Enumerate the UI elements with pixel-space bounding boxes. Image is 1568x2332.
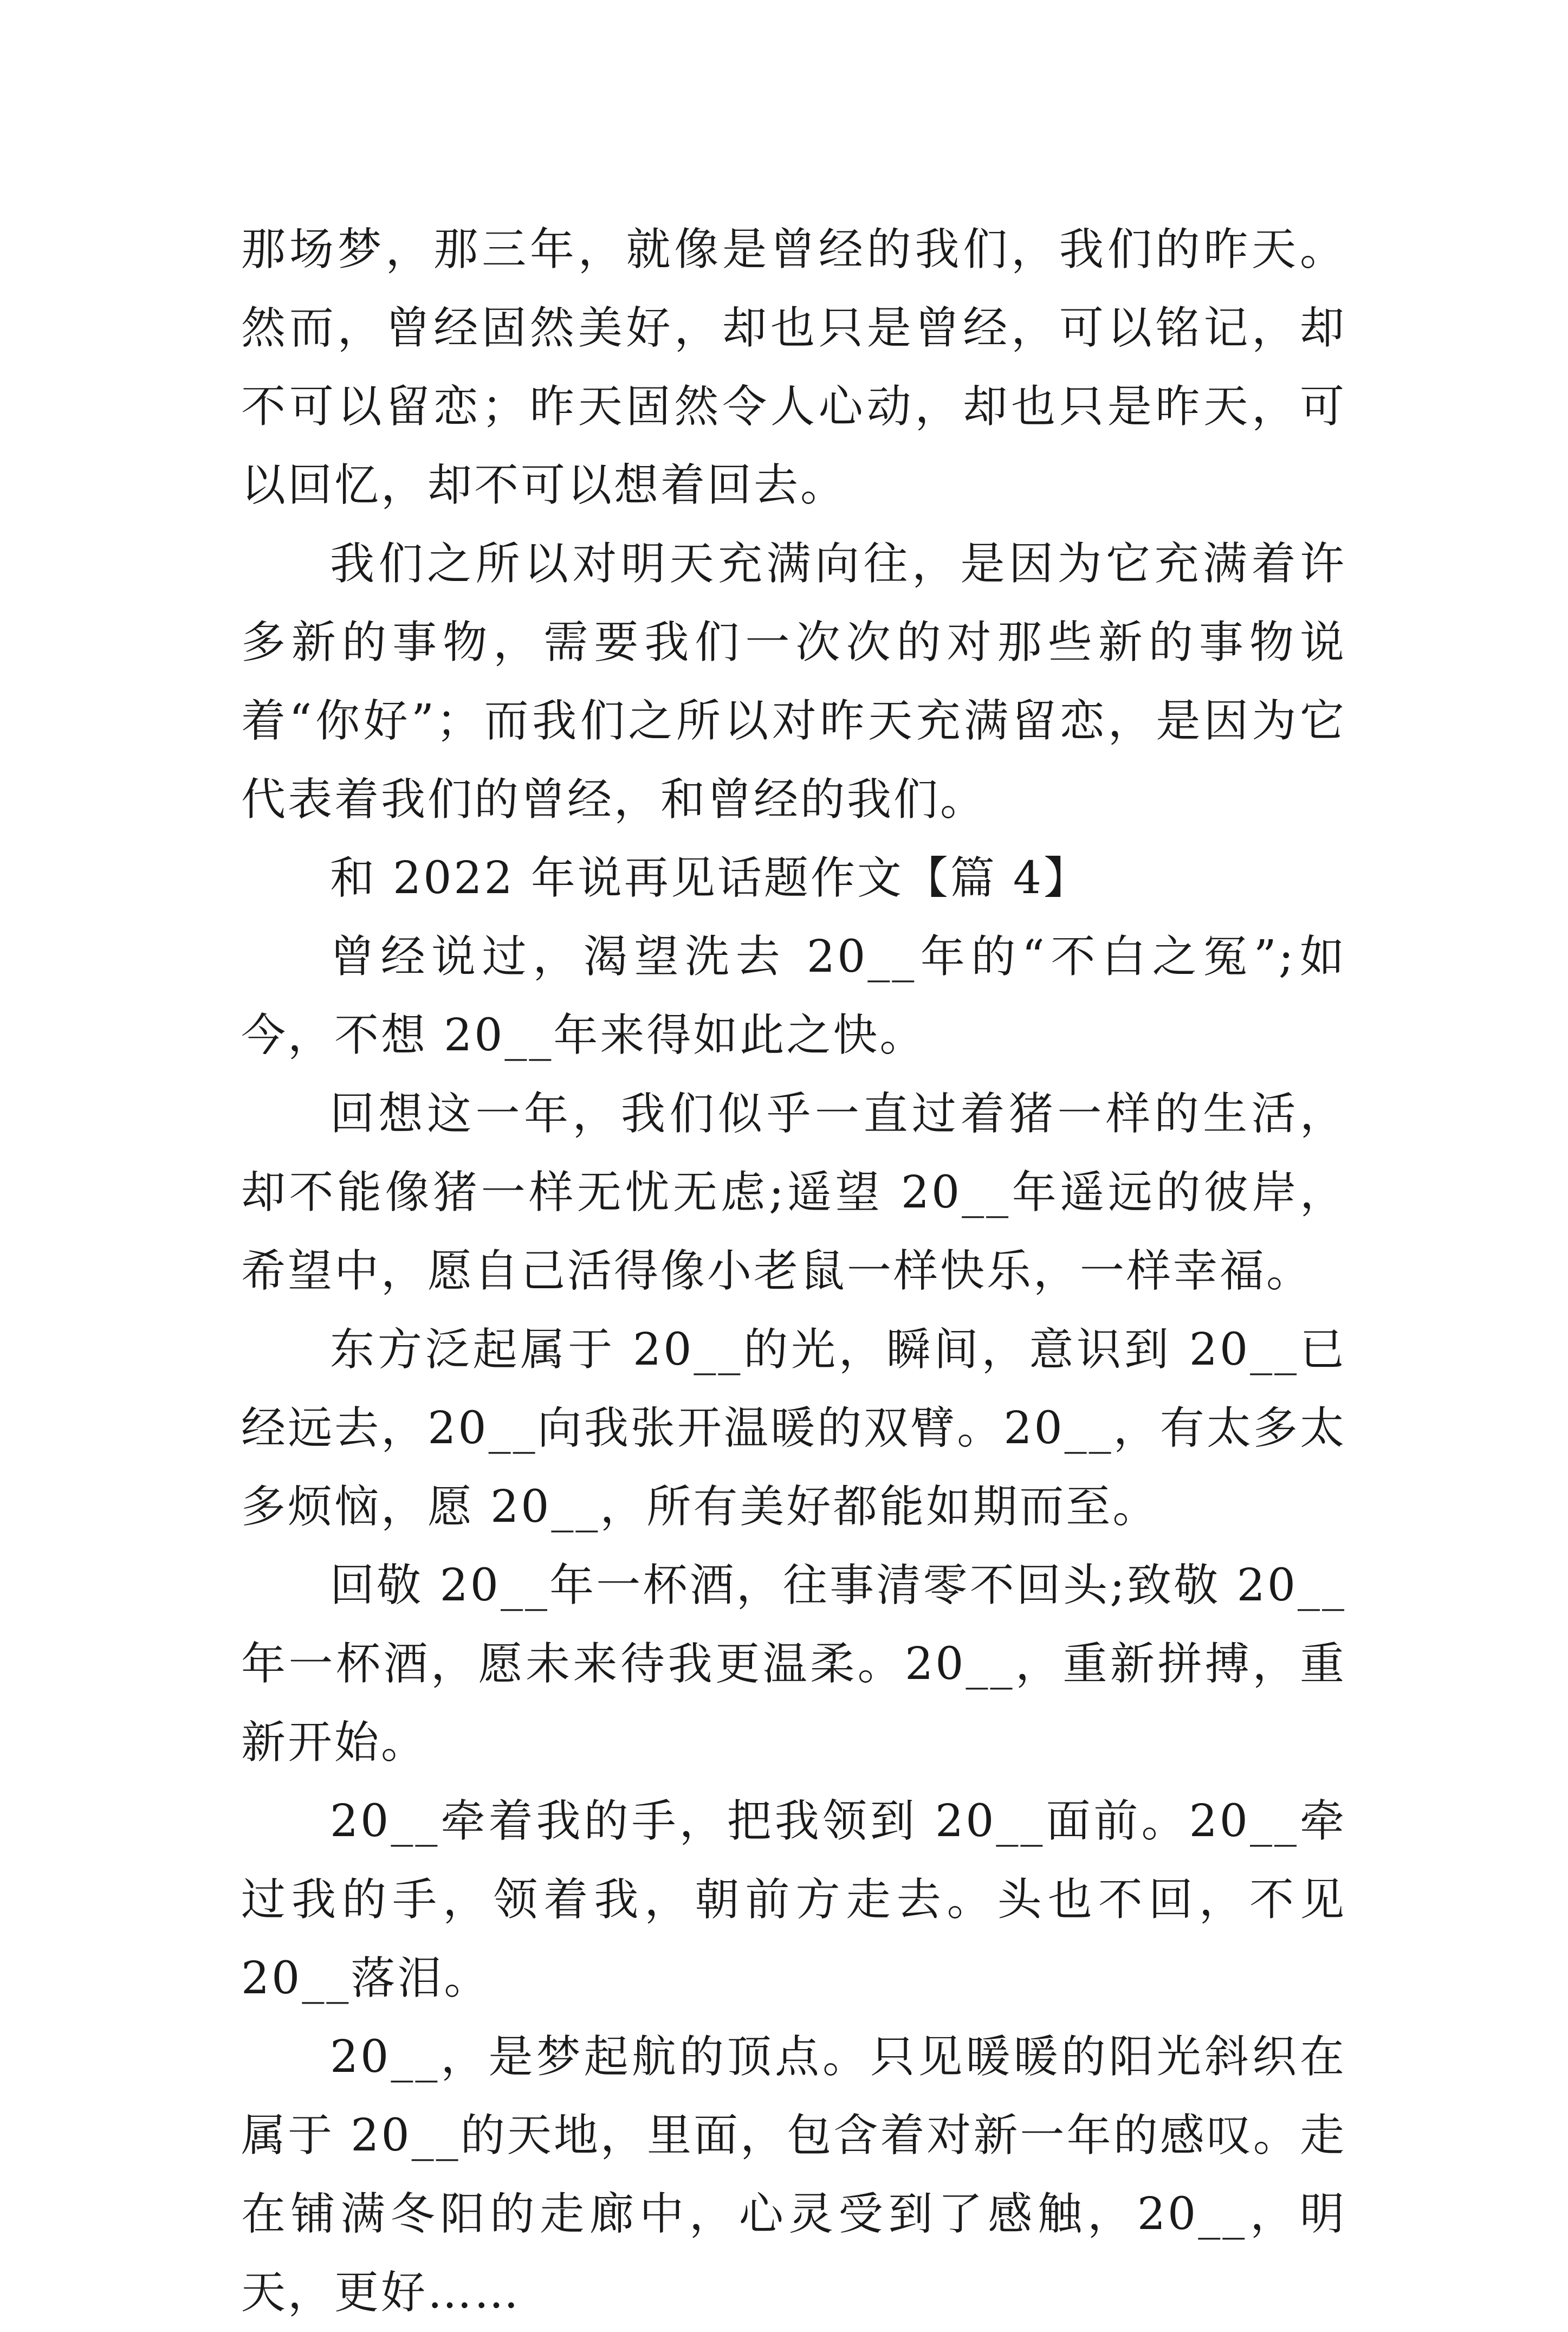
paragraph-2: 我们之所以对明天充满向往，是因为它充满着许多新的事物，需要我们一次次的对那些新的事物说着“你好”；而我们之所以对昨天充满留恋，是因为它代表着我们的曾经，和曾经的我们。 [241,538,1346,825]
section-paragraph-3: 东方泛起属于 20__的光，瞬间，意识到 20__已经远去，20__向我张开温暖的双臂。20__，有太多太多烦恼，愿 20__，所有美好都能如期而至。 [241,1324,1346,1533]
section-heading: 和 2022 年说再见话题作文【篇 4】 [330,852,1091,904]
section-paragraph-5: 20__牵着我的手，把我领到 20__面前。20__牵过我的手，领着我，朝前方走去。头也不回，不见 20__落泪。 [241,1795,1346,2004]
section-paragraph-6: 20__，是梦起航的顶点。只见暖暖的阳光斜织在属于 20__的天地，里面，包含着对新一年的感叹。走在铺满冬阳的走廊中，心灵受到了感触，20__，明天，更好…… [241,2031,1346,2318]
section-paragraph-2: 回想这一年，我们似乎一直过着猪一样的生活，却不能像猪一样无忧无虑;遥望 20__年遥远的彼岸，希望中，愿自己活得像小老鼠一样快乐，一样幸福。 [241,1088,1346,1297]
document-body [241,210,1346,2332]
section-paragraph-4: 回敬 20__年一杯酒，往事清零不回头;致敬 20__年一杯酒，愿未来待我更温柔。20__，重新拼搏，重新开始。 [241,1560,1346,1768]
section-paragraph-1: 曾经说过，渴望洗去 20__年的“不白之冤”;如今，不想 20__年来得如此之快。 [241,931,1346,1061]
paragraph-1: 那场梦，那三年，就像是曾经的我们，我们的昨天。然而，曾经固然美好，却也只是曾经，可以铭记，却不可以留恋；昨天固然令人心动，却也只是昨天，可以回忆，却不可以想着回去。 [241,224,1346,511]
